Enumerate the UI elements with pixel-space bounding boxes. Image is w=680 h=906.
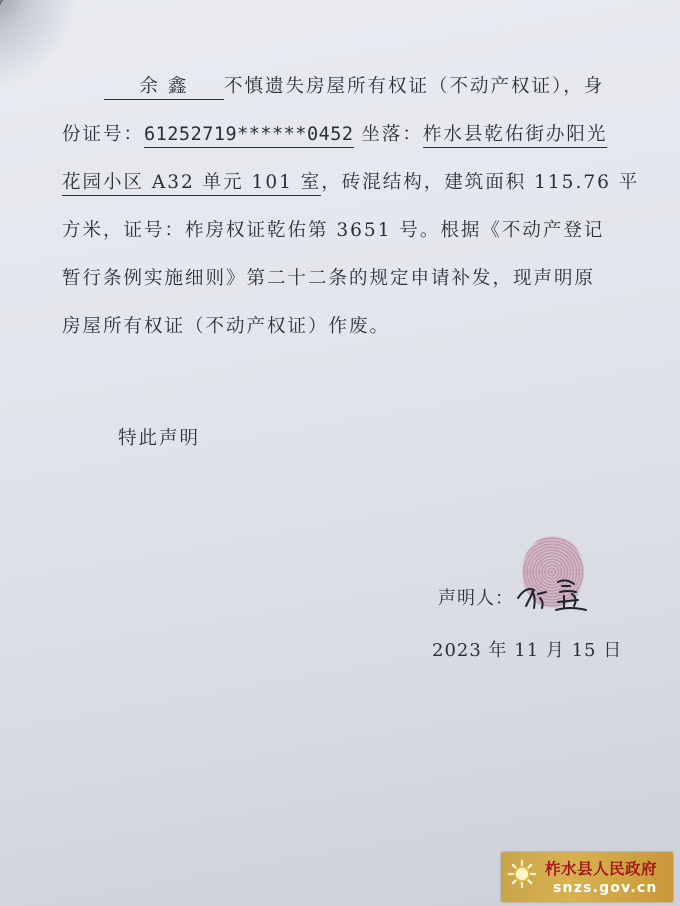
statement-line-3-text: ，砖混结构，建筑面积 115.76 平 <box>321 172 640 193</box>
statement-line-2 <box>62 126 607 148</box>
statement-line-6: 房屋所有权证（不动产权证）作废。 <box>62 316 391 337</box>
declarant-label: 声明人： <box>438 588 514 609</box>
id-label: 份证号： <box>62 124 145 145</box>
location-part-2: 花园小区 A32 单元 101 室 <box>62 174 321 196</box>
gov-watermark <box>501 852 673 902</box>
id-number: 61252719******0452 <box>144 126 353 148</box>
statement-line-4: 方米，证号：柞房权证乾佑第 3651 号。根据《不动产登记 <box>62 220 605 241</box>
sun-emblem-icon <box>507 859 537 889</box>
statement-date: 2023 年 11 月 15 日 <box>432 640 623 661</box>
handwritten-signature <box>512 568 612 618</box>
statement-line-1 <box>104 78 604 100</box>
statement-line-5: 暂行条例实施细则》第二十二条的规定申请补发，现声明原 <box>62 268 596 289</box>
statement-line-3 <box>62 174 639 196</box>
watermark-title: 柞水县人民政府 <box>545 859 658 878</box>
location-label: 坐落： <box>353 124 423 145</box>
owner-name: 余 鑫 <box>104 78 224 100</box>
watermark-url: snzs.gov.cn <box>553 880 658 896</box>
statement-line-1-text: 不慎遗失房屋所有权证（不动产权证），身 <box>224 76 605 97</box>
location-part-1: 柞水县乾佑街办阳光 <box>423 126 608 148</box>
corner-shadow <box>0 0 80 90</box>
closing-phrase: 特此声明 <box>118 428 201 449</box>
